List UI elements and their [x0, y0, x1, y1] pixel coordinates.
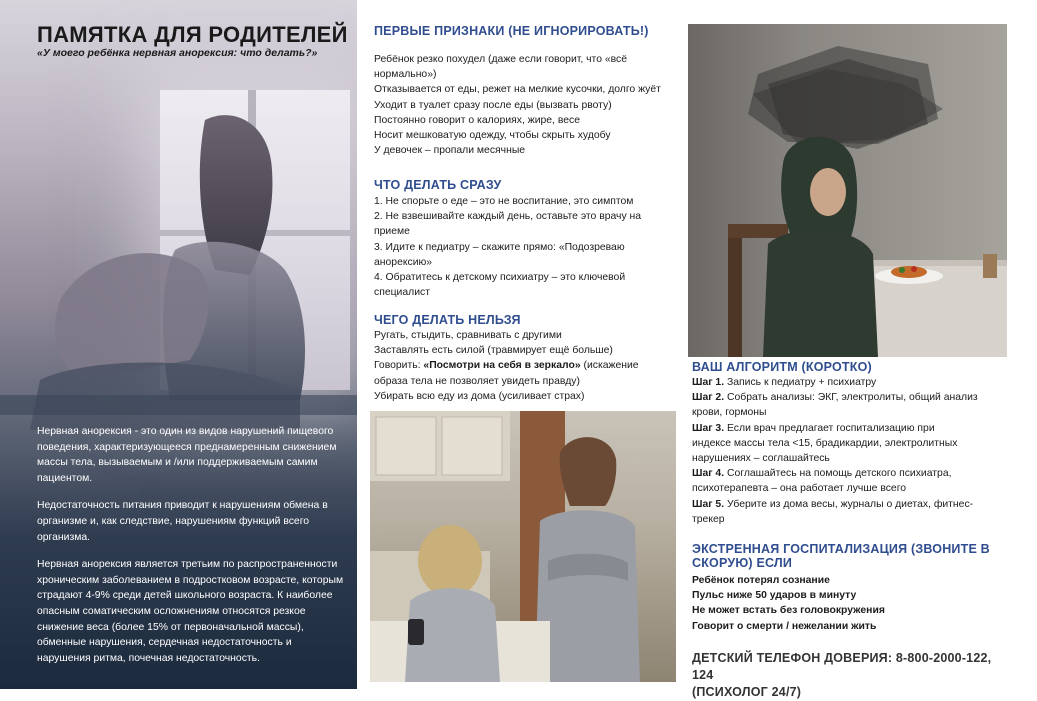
what-not-to-do-section — [374, 313, 674, 404]
sign-line: Отказывается от еды, режет на мелкие кусочки, долго жуёт — [374, 84, 661, 96]
step-label: Шаг 1. — [692, 377, 725, 388]
page-subtitle: «У моего ребёнка нервная анорексия: что делать?» — [37, 47, 318, 59]
algorithm-step — [692, 497, 1012, 512]
what-to-do-section — [374, 178, 674, 300]
step-text: Соглашайтесь на помощь детского психиатра, — [724, 468, 952, 480]
algorithm-step-continuation: психотерапевта – она работает лучше всего — [692, 483, 907, 495]
intro-paragraph: Нервная анорексия является третьим по распространенности хроническим заболеванием в подростковом возрасте, которым страдают 4-9% среди детей школьного возраста. К наиболее опасным соматическим осложнениям относятся резкое снижение веса (более 15% от первоначальной массы), обменные нарушения, сердечная недостаточность и нарушения ритма, почечная недостаточность. — [37, 559, 344, 664]
hotline-number: ДЕТСКИЙ ТЕЛЕФОН ДОВЕРИЯ: 8-800-2000-122, 124 — [692, 651, 992, 682]
dont-line-prefix: Говорить: — [374, 360, 424, 372]
step-text: Запись к педиатру + психиатру — [724, 377, 877, 388]
intro-paragraph: Нервная анорексия - это один из видов нарушений пищевого поведения, характеризующееся преднамеренным снижением массы тела, вызываемым и /или поддерживаемым самим пациентом. — [37, 426, 337, 484]
algorithm-step-continuation: нарушениях – соглашайтесь — [692, 453, 830, 465]
step-label: Шаг 4. — [692, 468, 725, 480]
emergency-line: Говорит о смерти / нежелании жить — [692, 620, 877, 632]
first-signs-section — [374, 24, 694, 158]
section-heading: ЭКСТРЕННАЯ ГОСПИТАЛИЗАЦИЯ (ЗВОНИТЕ В — [692, 542, 990, 556]
section-heading-continuation: СКОРУЮ) ЕСЛИ — [692, 556, 793, 570]
intro-paragraph: Недостаточность питания приводит к нарушениям обмена в организме и, как следствие, нарушениям функций всего организма. — [37, 500, 328, 543]
sign-line: Постоянно говорит о калориях, жире, весе — [374, 114, 580, 126]
emergency-section — [692, 542, 1012, 634]
sign-line: нормально») — [374, 69, 437, 81]
algorithm-step — [692, 466, 1012, 481]
section-heading: ПЕРВЫЕ ПРИЗНАКИ (НЕ ИГНОРИРОВАТЬ!) — [374, 24, 649, 38]
section-heading: ЧТО ДЕЛАТЬ СРАЗУ — [374, 178, 502, 192]
hotline-block — [692, 650, 1012, 701]
sign-line: Носит мешковатую одежду, чтобы скрыть худобу — [374, 130, 611, 142]
section-heading: ЧЕГО ДЕЛАТЬ НЕЛЬЗЯ — [374, 313, 521, 327]
section-heading: ВАШ АЛГОРИТМ (КОРОТКО) — [692, 360, 872, 374]
hooded-girl-photo — [688, 24, 1007, 357]
algorithm-section — [692, 360, 1012, 527]
dont-line-suffix: (искажение — [580, 360, 639, 372]
step-label: Шаг 3. — [692, 422, 725, 434]
dont-line: Ругать, стыдить, сравнивать с другими — [374, 330, 562, 341]
step-label: Шаг 2. — [692, 392, 725, 404]
page-title: ПАМЯТКА ДЛЯ РОДИТЕЛЕЙ — [37, 22, 348, 47]
cover-panel — [0, 0, 357, 689]
algorithm-step-continuation: крови, гормоны — [692, 407, 767, 419]
algorithm-step-continuation: индексе массы тела <15, брадикардии, электролитных — [692, 437, 958, 449]
sign-line: У девочек – пропали месячные — [374, 145, 526, 157]
step-text: Уберите из дома весы, журналы о диетах, фитнес- — [724, 498, 974, 510]
algorithm-step-continuation: трекер — [692, 513, 725, 525]
step-label: Шаг 5. — [692, 498, 725, 510]
sign-line: Уходит в туалет сразу после еды (вызвать рвоту) — [374, 99, 612, 111]
todo-line: анорексию» — [374, 256, 433, 268]
intro-text — [37, 424, 347, 678]
emergency-line: Не может встать без головокружения — [692, 605, 885, 617]
emergency-line: Ребёнок потерял сознание — [692, 575, 830, 586]
mother-daughter-illustration — [370, 411, 676, 682]
algorithm-step — [692, 375, 1012, 390]
todo-line: 4. Обратитесь к детскому психиатру – это ключевой — [374, 272, 626, 284]
mother-daughter-photo — [370, 411, 676, 682]
step-text: Если врач предлагает госпитализацию при — [724, 422, 935, 434]
hotline-note: (ПСИХОЛОГ 24/7) — [692, 685, 802, 699]
todo-line: 2. Не взвешивайте каждый день, оставьте это врачу на — [374, 211, 642, 223]
dont-line-quote: «Посмотри на себя в зеркало» — [423, 360, 581, 372]
algorithm-step — [692, 390, 1012, 405]
emergency-line: Пульс ниже 50 ударов в минуту — [692, 590, 857, 602]
sign-line: Ребёнок резко похудел (даже если говорит, что «всё — [374, 54, 628, 65]
step-text: Собрать анализы: ЭКГ, электролиты, общий анализ — [724, 392, 978, 404]
dont-line: Убирать всю еду из дома (усиливает страх) — [374, 390, 585, 402]
hooded-girl-illustration — [688, 24, 1007, 357]
dont-line: образа тела не позволяет увидеть правду) — [374, 375, 580, 387]
todo-line: приеме — [374, 226, 410, 238]
algorithm-step — [692, 421, 1012, 436]
dont-line — [374, 358, 674, 373]
todo-line: 1. Не спорьте о еде – это не воспитание, это симптом — [374, 196, 634, 207]
todo-line: 3. Идите к педиатру – скажите прямо: «Подозреваю — [374, 241, 625, 253]
dont-line: Заставлять есть силой (травмирует ещё больше) — [374, 345, 613, 357]
todo-line: специалист — [374, 287, 430, 299]
